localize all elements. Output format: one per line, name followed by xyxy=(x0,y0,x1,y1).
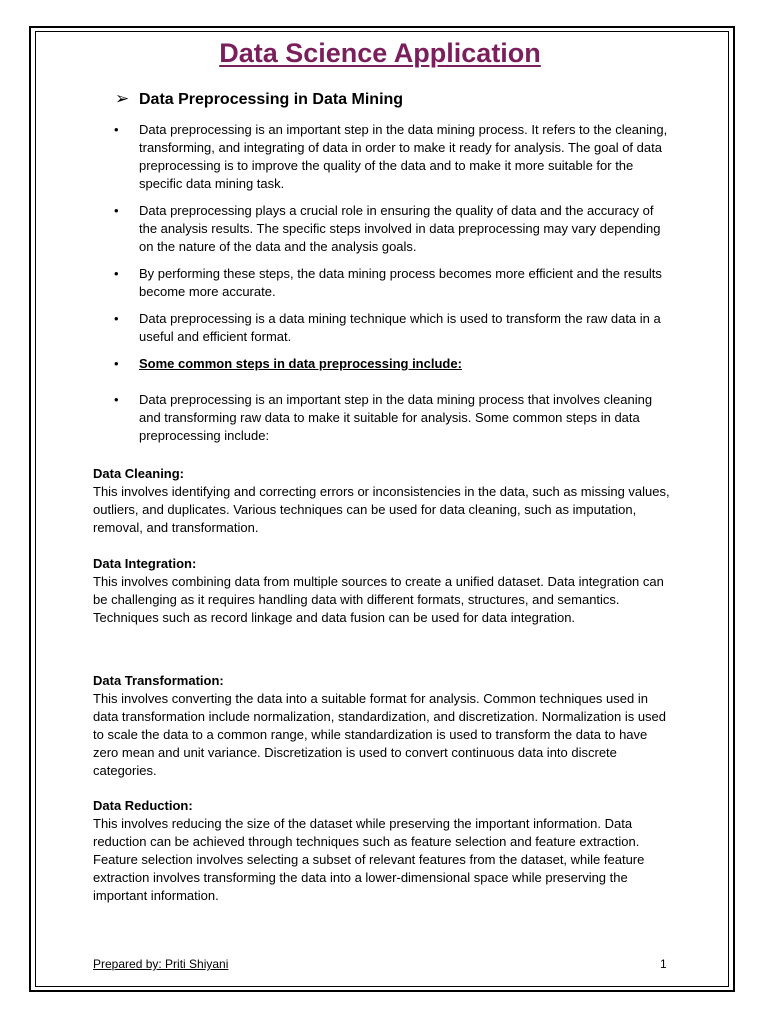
section-heading xyxy=(115,89,403,109)
list-item: • Data preprocessing is a data mining technique which is used to transform the raw data in a useful and efficient format. xyxy=(114,311,661,344)
section-subheading: Data Cleaning: xyxy=(93,466,185,481)
section-body: This involves converting the data into a suitable format for analysis. Common techniques used in data transformation include normalization, standardization, and discretization. Normalization is used to scale the data to a common range, while standardization is used to transform the data to have zero mean and unit variance. Discretization is used to convert continuous data into discrete categories. xyxy=(93,691,667,778)
arrow-bullet-icon: ➢ xyxy=(115,89,130,108)
list-item: • Data preprocessing plays a crucial role in ensuring the quality of data and the accuracy of the analysis results. The specific steps involved in data preprocessing may vary depending on the nature of the data and the analysis goals. xyxy=(114,203,661,254)
bullet-icon: • xyxy=(114,392,119,407)
section-subheading: Data Integration: xyxy=(93,556,197,571)
list-item: • By performing these steps, the data mining process becomes more efficient and the results become more accurate. xyxy=(114,266,662,299)
bullet-icon: • xyxy=(114,311,119,326)
section-body: This involves identifying and correcting errors or inconsistencies in the data, such as missing values, outliers, and duplicates. Various techniques can be used for data cleaning, such as imputation, removal, and transformation. xyxy=(93,484,670,535)
bullet-list xyxy=(112,121,668,445)
list-item: • Data preprocessing is an important step in the data mining process. It refers to the cleaning, transforming, and integrating of data in order to make it ready for analysis. The goal of data preprocessing is to improve the quality of the data and to make it more suitable for the specific data mining task. xyxy=(114,122,668,191)
section-data-integration xyxy=(93,555,673,627)
list-item-subheading: • Some common steps in data preprocessing include: xyxy=(114,356,462,371)
page-title: Data Science Application xyxy=(219,38,541,68)
section-heading-text: Data Preprocessing in Data Mining xyxy=(139,91,404,108)
list-item: • Data preprocessing is an important step in the data mining process that involves cleaning and transforming raw data to make it suitable for analysis. Some common steps in data preprocessing include: xyxy=(114,392,653,443)
bullet-icon: • xyxy=(114,356,119,371)
section-body: This involves reducing the size of the dataset while preserving the important information. Data reduction can be achieved through techniques such as feature selection and feature extraction. Feature selection involves selecting a subset of relevant features from the dataset, while feature extraction involves transforming the data into a lower-dimensional space while preserving the important information. xyxy=(93,816,645,903)
footer-page-number: 1 xyxy=(660,957,667,971)
section-data-transformation xyxy=(93,672,673,780)
section-data-cleaning xyxy=(93,465,673,537)
bullet-icon: • xyxy=(114,122,119,137)
bullet-icon: • xyxy=(114,266,119,281)
section-subheading: Data Transformation: xyxy=(93,673,224,688)
footer-author: Prepared by: Priti Shiyani xyxy=(93,957,229,971)
section-data-reduction xyxy=(93,797,673,905)
bullet-icon: • xyxy=(114,203,119,218)
section-body: This involves combining data from multiple sources to create a unified dataset. Data integration can be challenging as it requires handling data with different formats, structures, and semantics. Techniques such as record linkage and data fusion can be used for data integration. xyxy=(93,574,664,625)
section-subheading: Data Reduction: xyxy=(93,798,193,813)
